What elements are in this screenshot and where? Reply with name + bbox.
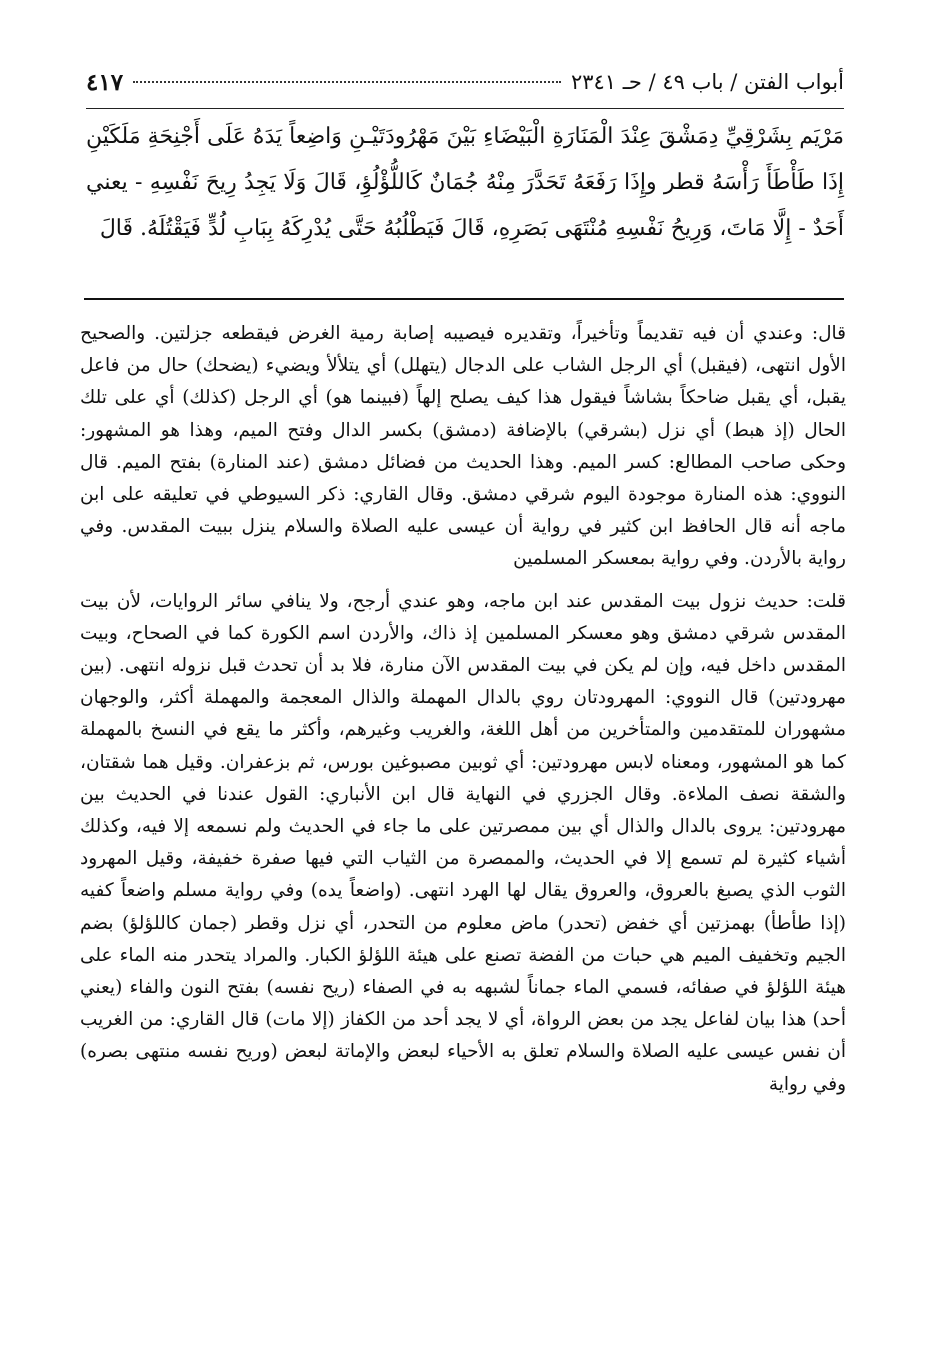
page-header xyxy=(86,56,844,109)
footnote-separator xyxy=(84,298,844,300)
hadith-text: مَرْيَم بِشَرْقِيِّ دِمَشْقَ عِنْدَ الْمَنَارَةِ الْبَيْضَاءِ بَيْنَ مَهْرُودَتَيْـنِ وَاضِعاً يَدَهُ عَلَى أَجْنِحَةِ مَلَكَيْنِ إِذَا طَأْطَأَ رَأْسَهُ قطر وإِذَا رَفَعَهُ تَحَدَّرَ مِنْهُ جُمَانٌ كَاللُّؤْلُؤِ، قَالَ وَلَا يَجِدُ رِيحَ نَفْسِهِ - يعني أَحَدٌ - إِلَّا مَاتَ، وَرِيحُ نَفْسِهِ مُنْتَهَى بَصَرِهِ، قَالَ فَيَطْلُبُهُ حَتَّى يُدْرِكَهُ بِبَابِ لُدٍّ فَيَقْتُلَهُ. قَالَ xyxy=(86,124,844,241)
running-title: أبواب الفتن / باب ٤٩ / حـ ٢٣٤١ xyxy=(570,70,844,94)
commentary-paragraph-2: قلت: حديث نزول بيت المقدس عند ابن ماجه، وهو عندي أرجح، ولا ينافي سائر الروايات، لأن بيت المقدس شرقي دمشق وهو معسكر المسلمين إذ ذاك، والأردن اسم الكورة كما في الصحاح، وبيت المقدس داخل فيه، وإن لم يكن في بيت المقدس الآن منارة، فلا بد أن تحدث قبل نزوله انتهى. (بين مهرودتين) قال النووي: المهرودتان روي بالدال المهملة والذال المعجمة والمهملة أكثر، والوجهان مشهوران للمتقدمين والمتأخرين من أهل اللغة، والغريب وغيرهم، وأكثر ما يقع في النسخ بالمهملة كما هو المشهور، ومعناه لابس مهرودتين: أي ثوبين مصبوغين بورس، ثم بزعفران. وقيل هما شقتان، والشقة نصف الملاءة. وقال الجزري في النهاية قال ابن الأنباري: القول عندنا في الحديث بين مهرودتين: يروى بالدال والذال أي بين ممصرتين على ما جاء في الحديث ولم نسمعه إلا فيه، وكذلك أشياء كثيرة لم تسمع إلا في الحديث، والممصرة من الثياب التي فيها صفرة خفيفة، وقيل المهرود الثوب الذي يصبغ بالعروق، والعروق يقال لها الهرد انتهى. (واضعاً يده) وفي رواية مسلم واضعاً كفيه (إذا طأطأ) بهمزتين أي خفض (تحدر) ماض معلوم من التحدر، أي نزل وقطر (جمان كاللؤلؤ) بضم الجيم وتخفيف الميم هي حبات من الفضة تصنع على هيئة اللؤلؤ الكبار. والمراد يتحدر منه الماء على هيئة اللؤلؤ في صفائه، فسمي الماء جماناً لشبهه به في الصفاء (ريح نفسه) بفتح النون والفاء (يعني أحد) هذا بيان لفاعل يجد من بعض الرواة، أي لا يجد أحد من الكفاز (إلا مات) قال القاري: من الغريب أن نفس عيسى عليه الصلاة والسلام تعلق به الأحياء لبعض والإماتة لبعض (وريح نفسه منتهى بصره) وفي رواية xyxy=(80,590,846,1095)
dotted-leader xyxy=(133,81,561,83)
hadith-text-block xyxy=(86,114,844,252)
commentary-paragraph-1: قال: وعندي أن فيه تقديماً وتأخيراً، وتقديره فيصيبه إصابة رمية الغرض فيقطعه جزلتين. والصحيح الأول انتهى، (فيقبل) أي الرجل الشاب على الدجال (يتهلل) أي يتلألأ ويضيء (يضحك) حال من فاعل يقبل، أي يقبل ضاحكاً بشاشاً فيقول هذا كيف يصلح إلهاً (فبينما هو) أي الرجل (كذلك) أي على تلك الحال (إذ هبط) أي نزل (بشرقي) بالإضافة (دمشق) بكسر الدال وفتح الميم، وهذا هو المشهور: وحكى صاحب المطالع: كسر الميم. وهذا الحديث من فضائل دمشق (عند المنارة) بفتح الميم. قال النووي: هذه المنارة موجودة اليوم شرقي دمشق. وقال القاري: ذكر السيوطي في تعليقه على ابن ماجه أنه قال الحافظ ابن كثير في رواية أن عيسى عليه الصلاة والسلام ينزل ببيت المقدس. وفي رواية بالأردن. وفي رواية بمعسكر المسلمين xyxy=(80,323,846,570)
page-number: ٤١٧ xyxy=(86,68,124,96)
commentary-block xyxy=(80,318,846,1101)
